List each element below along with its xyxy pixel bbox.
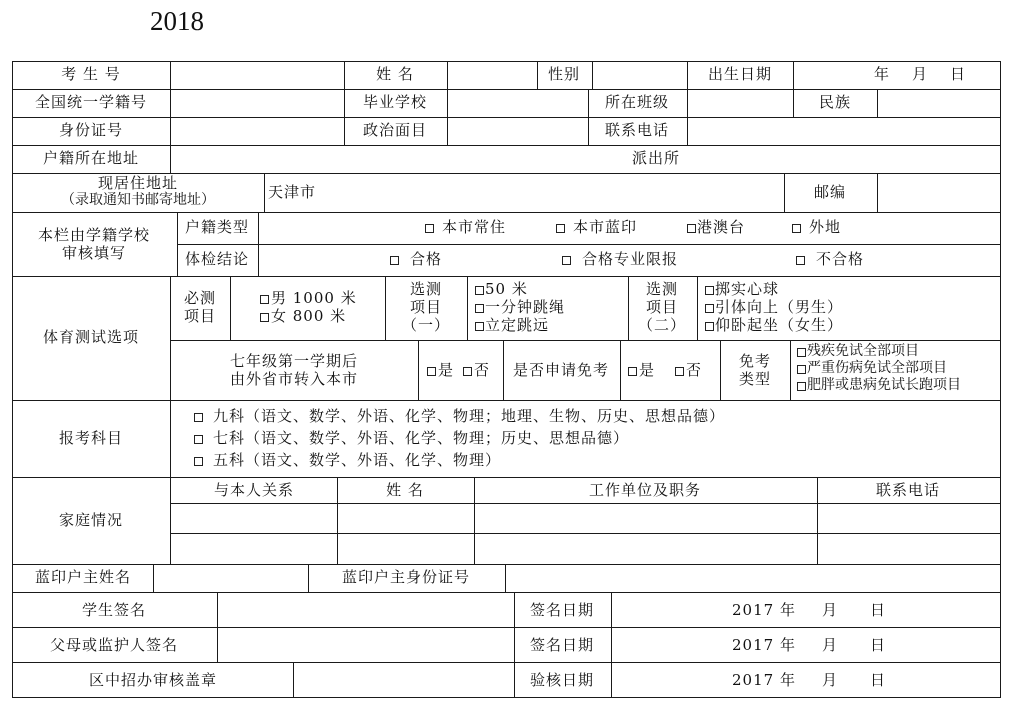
value-month-3: 月 [822,671,839,689]
option-subjects-nine: 九科（语文、数学、外语、化学、物理；地理、生物、历史、思想品德） [213,407,726,425]
col-line [170,276,171,400]
row-line [12,564,1001,565]
header-relation: 与本人关系 [213,481,295,499]
col-line [784,173,785,212]
option-hukou-other: 外地 [809,218,842,236]
label-day: 日 [950,65,967,83]
option-hukou-local: 本市常住 [442,218,507,236]
label-opt1-line2: 项目 [409,298,443,316]
label-opt1-line3: （一） [401,316,451,334]
checkbox-exempt-disability[interactable] [797,348,806,357]
row-line [12,212,1001,213]
col-line [503,340,504,400]
label-sign-date-2: 签名日期 [529,636,595,654]
checkbox-required-female[interactable] [260,313,269,322]
option-opt1-rope: 一分钟跳绳 [485,298,566,316]
label-opt2-line3: （二） [637,316,687,334]
col-line [308,564,309,592]
option-required-male: 男 1000 米 [271,289,357,307]
col-line [588,89,589,145]
option-physical-restricted: 合格专业限报 [582,250,679,268]
option-opt1-jump: 立定跳远 [485,316,550,334]
checkbox-exempt-no[interactable] [675,367,684,376]
page-year: 2018 [150,6,204,36]
col-line [537,61,538,89]
label-class: 所在班级 [604,93,670,111]
label-required-line1: 必测 [183,289,217,307]
col-line [293,662,294,697]
row-line [12,117,1001,118]
row-line [12,592,1001,593]
col-line [170,400,171,477]
label-sports-options: 体育测试选项 [42,328,140,346]
table-border-right [1000,61,1001,698]
checkbox-subjects-five[interactable] [194,457,203,466]
option-physical-fail: 不合格 [816,250,865,268]
header-family-name: 姓 名 [386,481,424,499]
option-hukou-hk-macau-tw: 港澳台 [697,218,746,236]
checkbox-opt1-jump[interactable] [475,322,484,331]
checkbox-exempt-obesity[interactable] [797,382,806,391]
col-line [620,340,621,400]
row-line [12,400,1001,401]
col-line [264,173,265,212]
col-line [258,212,259,276]
header-family-phone: 联系电话 [875,481,941,499]
label-student-id: 全国统一学籍号 [34,93,148,111]
option-exempt-obesity: 肥胖或患病免试长跑项目 [807,377,961,393]
label-hukou-address: 户籍所在地址 [42,149,140,167]
row-line [177,244,1001,245]
value-day-1: 日 [870,601,887,619]
label-office-stamp: 区中招办审核盖章 [88,671,218,689]
label-transfer-line2: 由外省市转入本市 [229,370,359,388]
label-family: 家庭情况 [58,511,124,529]
checkbox-physical-pass[interactable] [390,256,399,265]
label-blue-owner-name: 蓝印户主姓名 [34,568,132,586]
label-physical-result: 体检结论 [184,250,250,268]
value-city: 天津市 [268,183,317,201]
option-exempt-no: 否 [686,361,703,379]
value-month-1: 月 [822,601,839,619]
label-police-station: 派出所 [631,149,681,167]
checkbox-subjects-nine[interactable] [194,413,203,422]
checkbox-hukou-local[interactable] [425,224,434,233]
checkbox-transfer-yes[interactable] [427,367,436,376]
col-line [344,61,345,145]
col-line [230,276,231,340]
option-opt2-pullup: 引体向上（男生） [715,298,844,316]
col-line [697,276,698,340]
option-subjects-five: 五科（语文、数学、外语、化学、物理） [213,451,502,469]
label-politics: 政治面目 [362,121,428,139]
col-line [447,61,448,145]
option-opt2-shot: 掷实心球 [715,280,780,298]
row-line [12,662,1001,663]
option-opt1-50m: 50 米 [485,280,528,298]
col-line [877,173,878,212]
label-review-line1: 本栏由学籍学校 [37,226,151,244]
checkbox-opt2-situp[interactable] [705,322,714,331]
option-exempt-injury: 严重伤病免试全部项目 [807,360,947,376]
label-blue-owner-id: 蓝印户主身份证号 [341,568,471,586]
col-line [170,61,171,145]
option-transfer-no: 否 [474,361,491,379]
checkbox-physical-restricted[interactable] [562,256,571,265]
label-ethnicity: 民族 [818,93,852,111]
checkbox-opt2-shot[interactable] [705,286,714,295]
row-line [12,627,1001,628]
label-opt2-line1: 选测 [645,280,679,298]
row-line [12,145,1001,146]
col-line [877,89,878,117]
col-line [474,477,475,564]
table-border-left [12,61,13,698]
col-line [505,564,506,592]
table-border-bottom [12,697,1001,698]
label-opt2-line2: 项目 [645,298,679,316]
label-hukou-type: 户籍类型 [184,218,250,236]
label-subjects: 报考科目 [58,429,124,447]
label-phone: 联系电话 [604,121,670,139]
value-day-3: 日 [870,671,887,689]
label-id-card: 身份证号 [58,121,124,139]
option-subjects-seven: 七科（语文、数学、外语、化学、物理；历史、思想品德） [213,429,630,447]
col-line [170,145,171,173]
label-student-signature: 学生签名 [81,601,147,619]
option-physical-pass: 合格 [410,250,443,268]
checkbox-subjects-seven[interactable] [194,435,203,444]
col-line [817,477,818,564]
col-line [153,564,154,592]
row-line [12,276,1001,277]
option-hukou-blue-stamp: 本市蓝印 [573,218,638,236]
value-year-2: 2017 年 [732,636,796,654]
label-postcode: 邮编 [813,183,847,201]
label-mailing-address: （录取通知书邮寄地址） [61,192,215,208]
checkbox-hukou-other[interactable] [792,224,801,233]
checkbox-exempt-injury[interactable] [797,365,806,374]
table-border-top [12,61,1001,62]
label-verify-date: 验核日期 [529,671,595,689]
checkbox-physical-fail[interactable] [796,256,805,265]
value-year-3: 2017 年 [732,671,796,689]
checkbox-hukou-hk-macau-tw[interactable] [687,224,696,233]
col-line [628,276,629,340]
option-opt2-situp: 仰卧起坐（女生） [715,316,844,334]
label-opt1-line1: 选测 [409,280,443,298]
label-exam-no: 考 生 号 [61,65,121,83]
label-school: 毕业学校 [362,93,428,111]
col-line [790,340,791,400]
label-exempt-type-line1: 免考 [738,352,772,370]
option-exempt-disability: 残疾免试全部项目 [807,343,919,359]
label-gender: 性别 [547,65,581,83]
row-line [12,477,1001,478]
label-name: 姓 名 [376,65,414,83]
label-review-line2: 审核填写 [61,244,127,262]
checkbox-hukou-blue-stamp[interactable] [556,224,565,233]
row-line [12,89,1001,90]
col-line [793,61,794,117]
label-parent-signature: 父母或监护人签名 [49,636,179,654]
col-line [385,276,386,340]
col-line [217,592,218,662]
checkbox-transfer-no[interactable] [463,367,472,376]
checkbox-opt1-50m[interactable] [475,286,484,295]
row-line [170,340,1001,341]
col-line [467,276,468,340]
header-employer: 工作单位及职务 [588,481,702,499]
col-line [514,592,515,697]
value-month-2: 月 [822,636,839,654]
col-line [592,61,593,89]
label-sign-date-1: 签名日期 [529,601,595,619]
col-line [177,212,178,276]
col-line [687,61,688,145]
label-birth-date: 出生日期 [707,65,773,83]
label-month: 月 [912,65,929,83]
label-required-line2: 项目 [183,307,217,325]
option-exempt-yes: 是 [639,361,656,379]
checkbox-exempt-yes[interactable] [628,367,637,376]
label-year: 年 [874,65,891,83]
option-required-female: 女 800 米 [271,307,347,325]
col-line [418,340,419,400]
option-transfer-yes: 是 [438,361,455,379]
value-year-1: 2017 年 [732,601,796,619]
label-exempt-type-line2: 类型 [738,370,772,388]
col-line [337,477,338,564]
col-line [170,477,171,564]
value-day-2: 日 [870,636,887,654]
checkbox-opt2-pullup[interactable] [705,304,714,313]
col-line [611,592,612,697]
label-current-address: 现居住地址 [97,174,179,192]
row-line [170,533,1001,534]
col-line [720,340,721,400]
label-transfer-line1: 七年级第一学期后 [229,352,359,370]
row-line [170,503,1001,504]
checkbox-opt1-rope[interactable] [475,304,484,313]
checkbox-required-male[interactable] [260,295,269,304]
label-exempt-apply: 是否申请免考 [512,361,610,379]
